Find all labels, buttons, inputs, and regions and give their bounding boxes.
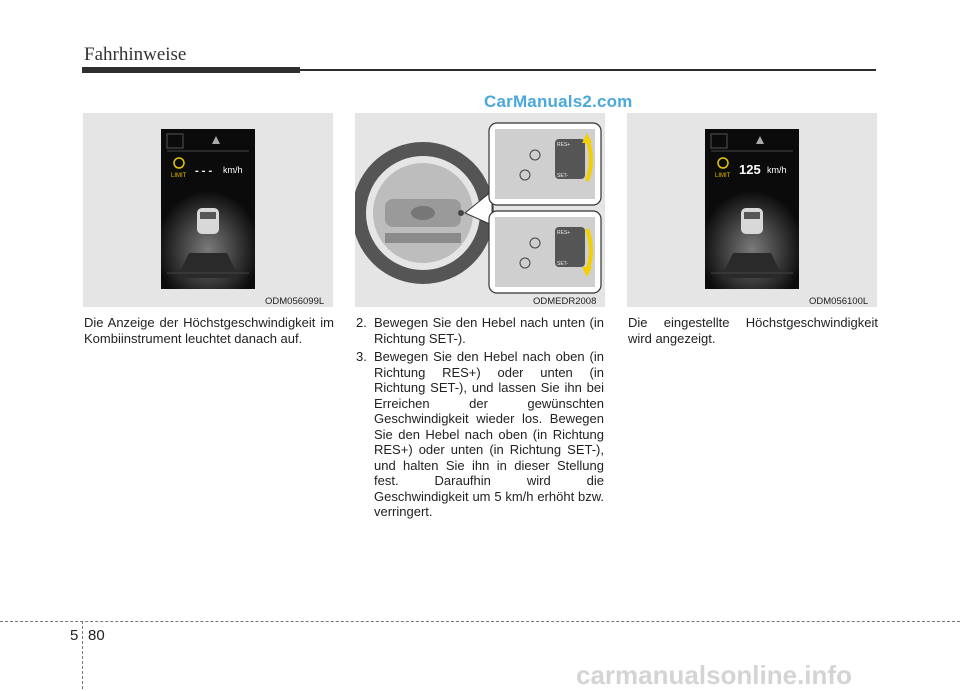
limit-label: LIMIT bbox=[715, 173, 731, 179]
paragraph: Die Anzeige der Höchstgeschwindigkeit im Kombiinstrument leuchtet danach auf. bbox=[84, 315, 334, 346]
list-item bbox=[356, 349, 604, 520]
figure-caption: ODM056100L bbox=[809, 296, 869, 307]
figure-limit-display-set bbox=[627, 113, 877, 307]
chapter-number: 5 bbox=[70, 627, 79, 644]
figure-caption: ODM056099L bbox=[265, 296, 325, 307]
step-text: Bewegen Sie den Hebel nach unten (in Richtung SET-). bbox=[374, 315, 604, 346]
step-text: Bewegen Sie den Hebel nach oben (in Richtung RES+) oder unten (in Richtung SET-), und lassen Sie ihn bei Erreichen der gewünschten Geschwindigkeit wieder los. Bewegen Sie den Hebel nach oben (in Richtung RES+) oder unten (in Richtung SET-), und halten Sie ihn in dieser Stellung fest. Daraufhin wird die Geschwindigkeit um 5 km/h erhöht bzw. verringert. bbox=[374, 349, 604, 519]
lever-res-label: RES+ bbox=[557, 230, 571, 236]
lever-res-label: RES+ bbox=[557, 142, 571, 148]
car-icon bbox=[741, 208, 763, 234]
speed-unit: km/h bbox=[223, 165, 243, 175]
site-watermark: carmanualsonline.info bbox=[576, 660, 852, 690]
footer-rule bbox=[0, 621, 960, 622]
speed-unit: km/h bbox=[767, 165, 787, 175]
middle-column-text bbox=[356, 315, 604, 523]
steering-wheel-illustration bbox=[355, 113, 605, 307]
figure-caption: ODMEDR2008 bbox=[533, 296, 597, 307]
page-number: 80 bbox=[88, 627, 105, 644]
steps-list bbox=[356, 315, 604, 520]
header-rule-thick bbox=[82, 67, 300, 73]
watermark: CarManuals2.com bbox=[484, 92, 633, 111]
left-column-text bbox=[84, 315, 334, 346]
figure-limit-display-unset bbox=[83, 113, 333, 307]
limit-label: LIMIT bbox=[171, 173, 187, 179]
cluster-display-illustration bbox=[83, 113, 333, 307]
lever-set-label: SET- bbox=[557, 261, 569, 267]
figure-steering-wheel-lever bbox=[355, 113, 605, 307]
step-number: 3. bbox=[356, 349, 367, 364]
footer-divider bbox=[82, 621, 83, 689]
right-column-text bbox=[628, 315, 878, 346]
cluster-display-illustration bbox=[627, 113, 877, 307]
page-title: Fahrhinweise bbox=[84, 44, 187, 65]
speed-value: 125 bbox=[739, 162, 761, 177]
header-rule-thin bbox=[300, 69, 876, 71]
car-icon bbox=[197, 208, 219, 234]
lever-set-label: SET- bbox=[557, 173, 569, 179]
list-item bbox=[356, 315, 604, 346]
step-number: 2. bbox=[356, 315, 367, 330]
speed-value: - - - bbox=[195, 165, 213, 177]
paragraph: Die eingestellte Höchstgeschwindigkeit wird angezeigt. bbox=[628, 315, 878, 346]
